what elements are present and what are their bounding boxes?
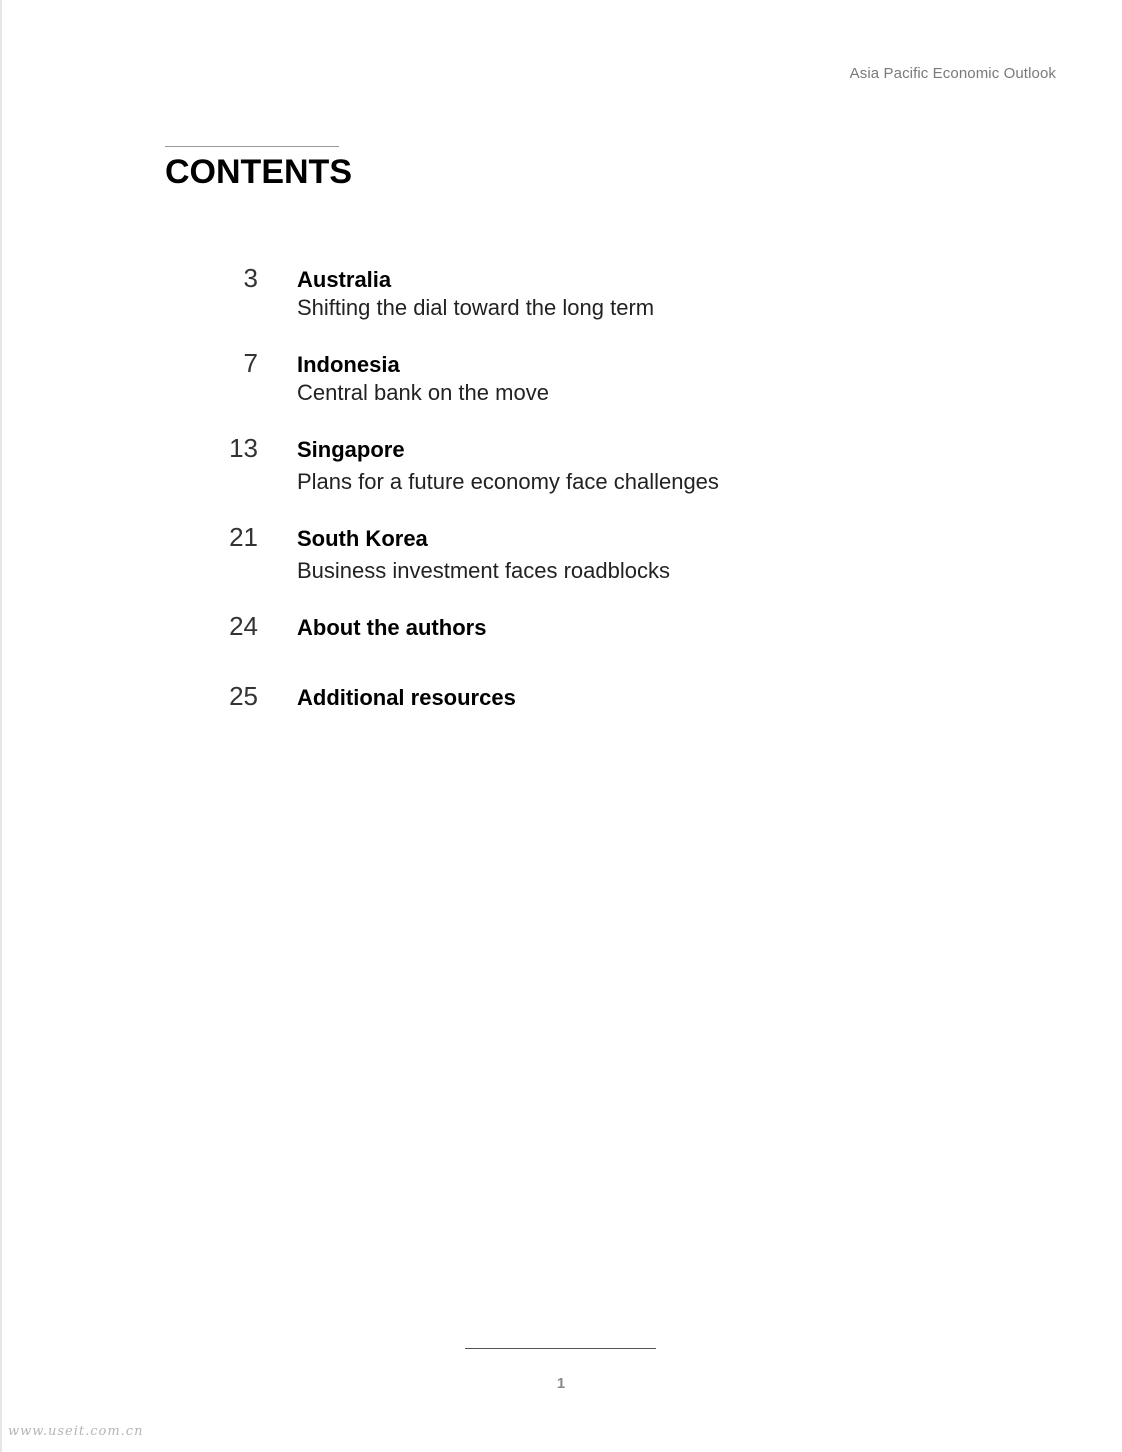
title-divider bbox=[165, 146, 339, 147]
page-title: CONTENTS bbox=[165, 153, 352, 191]
toc-page-number: 3 bbox=[243, 263, 258, 293]
toc-title: Additional resources bbox=[297, 685, 516, 710]
page-number: 1 bbox=[556, 1375, 566, 1392]
toc-subtitle: Business investment faces roadblocks bbox=[297, 558, 670, 583]
footer-divider bbox=[465, 1348, 656, 1349]
toc-page-number: 24 bbox=[229, 611, 258, 641]
toc-title: South Korea bbox=[297, 526, 428, 551]
toc-title: About the authors bbox=[297, 615, 487, 640]
toc-title: Australia bbox=[297, 267, 392, 292]
toc-page-number: 13 bbox=[229, 433, 258, 463]
toc-page-number: 21 bbox=[229, 522, 258, 552]
toc-title: Indonesia bbox=[297, 352, 400, 377]
page-edge bbox=[0, 0, 2, 1452]
toc-subtitle: Plans for a future economy face challenges bbox=[297, 469, 719, 494]
toc-subtitle: Central bank on the move bbox=[297, 380, 549, 405]
toc-title: Singapore bbox=[297, 437, 405, 462]
toc-subtitle: Shifting the dial toward the long term bbox=[297, 295, 655, 320]
watermark: www.useit.com.cn bbox=[8, 1424, 144, 1439]
toc-page-number: 7 bbox=[243, 348, 258, 378]
running-header: Asia Pacific Economic Outlook bbox=[849, 65, 1056, 82]
toc-page-number: 25 bbox=[229, 681, 258, 711]
